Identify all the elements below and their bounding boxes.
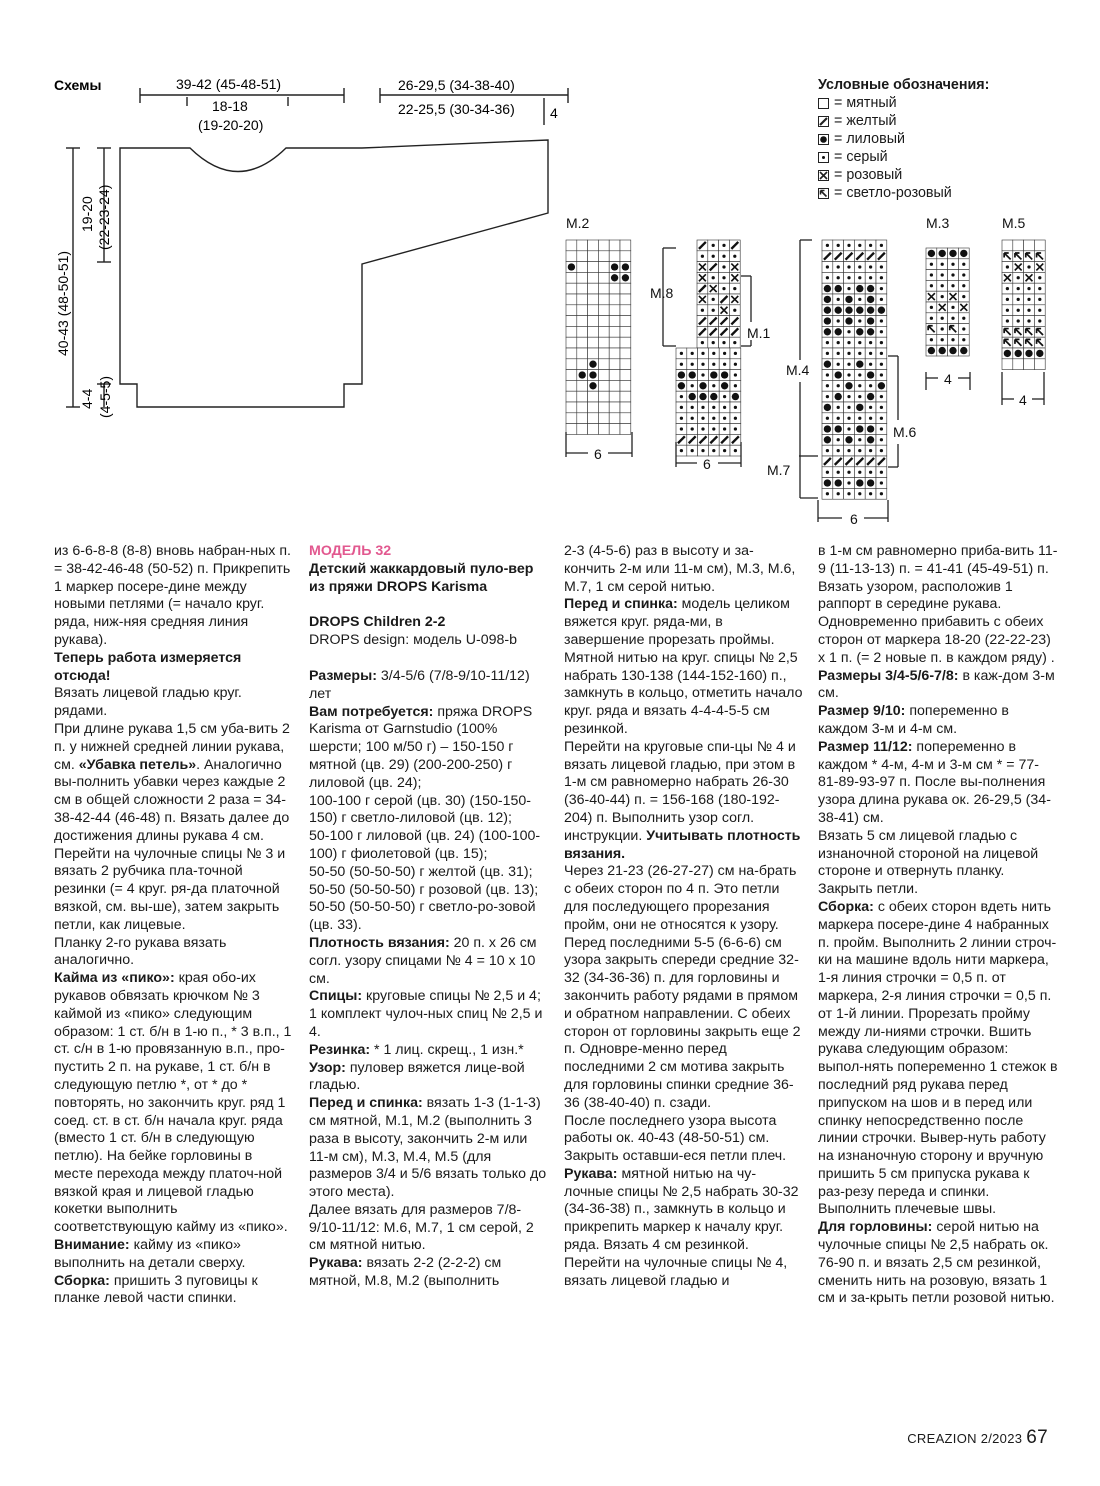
paragraph: После последнего узора высота работы ок. 40-43 (48-50-51) см. Закрыть оставши-еся петли плеч.: [564, 1112, 787, 1165]
legend-item-grey: = серый: [818, 148, 989, 166]
paragraph: Сборка: пришить 3 пуговицы к планке левой части спинки.: [54, 1272, 258, 1307]
paragraph: в 1-м см равномерно приба-вить 11-9 (11-13-13) п. = 41-41 (45-49-51) п. Вязать узором, расположив 1 раппорт в середине рукава.: [818, 543, 1058, 613]
paragraph: 50-50 (50-50-50) г светло-ро-зовой (цв. 33).: [309, 899, 536, 934]
paragraph: из 6-6-8-8 (8-8) вновь набран-ных п. = 38-42-46-48 (50-52) п. Прикрепить 1 маркер посере-дине между новыми петлями (= начало круг. ряда, ниж-няя средняя линия рукава).: [54, 543, 291, 648]
legend-item-lilac: = лиловый: [818, 130, 989, 148]
paragraph: Перейти на круговые спи-цы № 4 и вязать лицевой гладью, при этом в 1-м см равномерно набрать 26-30 (36-40-44) п. = 156-168 (180-192-204) п. Выполнить узор согл. инструкции. Учитывать плотность вязания.: [564, 738, 801, 862]
dim-armhole: 19-20: [79, 196, 95, 232]
paragraph: Внимание: кайму из «пико» выполнить на детали сверху.: [54, 1237, 246, 1271]
chart-m5: [1002, 240, 1045, 370]
chart-label-m2: M.2: [566, 215, 590, 231]
chart-m1-lower: [676, 348, 741, 456]
paragraph: Перед и спинка: модель целиком вяжется круг. ряда-ми, в завершение прорезать проймы. Мятной нитью на круг. спицы № 2,5 набрать 130-138 (144-152-160) п., замкнуть в кольцо, отметить начало круг. ряда и вязать 4-4-4-5-5 см резинкой.: [564, 596, 803, 737]
dim-rib-alt: (4-5-5): [97, 375, 113, 418]
chart-m8-m1-top: [697, 240, 740, 348]
paragraph: Для горловины: серой нитью на чулочные спицы № 2,5 набрать ок. 76-90 п. и вязать 2,5 см резинкой, сменить нить на розовую, вязать 1 см и за-крыть петли розовой нитью.: [818, 1219, 1055, 1307]
paragraph: Перед последними 5-5 (6-6-6) см узора закрыть спереди средние 32-32 (34-36-36) п. для горловины и закончить работу рядами в прямом и обратном направлении. С обеих сторон от горловины закрыть еще 2 п. Одновре-менно перед последними 2 см мотива закрыть для горловины спинки средние 36-36 (38-40-40) п. сзади.: [564, 934, 801, 1111]
paragraph: Резинка: * 1 лиц. скрещ., 1 изн.*: [309, 1041, 524, 1058]
paragraph: Кайма из «пико»: края обо-их рукавов обвязать крючком № 3 каймой из «пико» следующим образом: 1 ст. б/н в 1-ю п., * 3 в.п., 1 ст. с/н в 1-ю провязанную в.п., про-пустить 2 п. на рукаве, 1 ст. б/н в следующую петлю *, от * до * повторять, но закончить круг. ряд 1 соед. ст. в ст. б/н начала круг. ряда (вместо 1 ст. б/н в следующую петлю). На бейке горловины в месте перехода между платоч-ной вязкой края и лицевой гладью кокетки выполнить соответствующую кайму из «пико».: [54, 970, 292, 1236]
paragraph: Далее вязать для размеров 7/8-9/10-11/12: М.6, М.7, 1 см серой, 2 см мятной нитью.: [309, 1201, 534, 1254]
legend-item-yellow: = желтый: [818, 112, 989, 130]
chart-label-m5: M.5: [1002, 215, 1026, 231]
paragraph: Рукава: мятной нитью на чу-лочные спицы № 2,5 набрать 30-32 (34-36-38) п., замкнуть в кольцо и прикрепить маркер к началу круг. ряда. Вязать 4 см резинкой.: [564, 1165, 799, 1254]
chart-label-m3: M.3: [926, 215, 950, 231]
chart-label-m4: M.4: [786, 362, 810, 378]
paragraph: Узор: пуловер вяжется лице-вой гладью.: [309, 1059, 525, 1094]
paragraph: Перейти на чулочные спицы № 4, вязать лицевой гладью и: [564, 1254, 788, 1289]
dim-armhole-alt: (22-23-24): [96, 184, 112, 250]
dim-cuff: 4: [550, 105, 558, 121]
chart-width-m2: 6: [594, 446, 602, 462]
chart-label-m1: M.1: [747, 325, 771, 341]
magazine-name: CREAZION 2/2023: [907, 1431, 1023, 1446]
schematic-title: Схемы: [54, 77, 102, 93]
paragraph: 50-100 г лиловой (цв. 24) (100-100-100) г фиолетовой (цв. 15);: [309, 828, 541, 862]
page-number: 67: [1026, 1427, 1048, 1448]
paragraph: Вязать 5 см лицевой гладью с изнаночной стороной на лицевой стороне и отвернуть планку. Закрыть петли.: [818, 827, 1039, 898]
chart-width-m4: 6: [850, 511, 858, 527]
legend-item-light-pink: = светло-розовый: [818, 184, 989, 202]
paragraph: 100-100 г серой (цв. 30) (150-150-150) г светло-лиловой (цв. 12);: [309, 792, 531, 827]
paragraph: 50-50 (50-50-50) г желтой (цв. 31);: [309, 863, 533, 880]
legend-title: Условные обозначения:: [818, 77, 990, 93]
model-title: Детский жаккардовый пуло-вер из пряжи DROPS Karisma: [309, 560, 534, 595]
legend-item-mint: = мятный: [818, 94, 989, 112]
paragraph: Перед и спинка: вязать 1-3 (1-1-3) см мятной, М.1, М.2 (выполнить 3 раза в высоту, закончить 2-м или 11-м см), М.3, М.4, М.5 (для размеров 3/4 и 5/6 вязать только до этого места).: [309, 1095, 547, 1201]
chart-label-m7: M.7: [767, 462, 791, 478]
paragraph: Вязать лицевой гладью круг. рядами.: [54, 685, 242, 720]
dim-length: 40-43 (48-50-51): [55, 250, 71, 356]
text-column-1: [54, 543, 294, 1308]
paragraph: 50-50 (50-50-50) г розовой (цв. 13);: [309, 881, 539, 898]
dim-sleeve-length: 26-29,5 (34-38-40): [398, 77, 515, 93]
series-name: DROPS Children 2-2: [309, 614, 446, 631]
dim-rib: 4-4: [79, 388, 95, 409]
chart-m2: [566, 240, 631, 434]
paragraph: Плотность вязания: 20 п. х 26 см согл. узору спицами № 4 = 10 х 10 см.: [309, 934, 537, 987]
model-number: МОДЕЛЬ 32: [309, 543, 392, 559]
paragraph: Выполнить плечевые швы.: [818, 1201, 997, 1218]
legend-item-pink: = розовый: [818, 166, 989, 184]
paragraph: Рукава: вязать 2-2 (2-2-2) см мятной, М.8, М.2 (выполнить: [309, 1255, 502, 1290]
knitting-charts: [0, 0, 1100, 540]
chart-label-m8: M.8: [650, 285, 674, 301]
chart-m4: [822, 240, 887, 499]
chart-width-m5: 4: [1019, 392, 1027, 408]
paragraph: Размеры: 3/4-5/6 (7/8-9/10-11/12) лет: [309, 667, 530, 702]
chart-width-m1: 6: [703, 456, 711, 472]
paragraph: Через 21-23 (26-27-27) см на-брать с обеих сторон по 4 п. Это петли для последующего прорезания пройм, они не относятся к узору.: [564, 863, 797, 933]
paragraph: Размеры 3/4-5/6-7/8: в каж-дом 3-м см.: [818, 667, 1055, 702]
paragraph: Размер 9/10: попеременно в каждом 3-м и 4-м см.: [818, 703, 1009, 737]
paragraph: Перейти на чулочные спицы № 3 и вязать 2 рубчика пла-точной резинки (= 4 круг. ря-да платочной вязкой, см. вы-ше), затем закрыть петли, как лицевые.: [54, 845, 286, 933]
paragraph: Теперь работа измеряется отсюда!: [54, 649, 242, 684]
paragraph: Одновременно прибавить с обеих сторон от маркера 18-20 (22-22-23) х 1 п. (= 2 новые п. в каждом ряду) .: [818, 614, 1055, 666]
paragraph: При длине рукава 1,5 см уба-вить 2 п. у нижней средней линии рукава, см. «Убавка петель». Аналогично вы-полнить убавки через каждые 2 см в общей сложности 2 раза = 34-38-42-44 (46-48) п. Вязать далее до достижения длины рукава 4 см.: [54, 720, 290, 844]
design-name: DROPS design: модель U-098-b: [309, 632, 517, 649]
page-footer: [907, 1427, 1048, 1449]
paragraph: Сборка: с обеих сторон вдеть нить маркера посере-дине 4 набранных п. пройм. Выполнить 2 линии строч-ки на машине вдоль нити маркера, 1-я линия строчки = 0,5 п. от маркера, 2-я линия строчки = 0,5 п. от 1-й линии. Прорезать пройму между ли-ниями строчки. Вшить рукава следующим образом: выпол-нять попеременно 1 стежок в последний ряд рукава перед припуском на шов и в перед или спинку непосредственно после линии строчки. Вывер-нуть работу на изнаночную сторону и вручную пришить 5 см припуска рукава к раз-резу переда и спинки.: [818, 898, 1058, 1200]
text-column-3: [564, 543, 804, 1290]
paragraph: 2-3 (4-5-6) раз в высоту и за-кончить 2-м или 11-м см), М.3, М.6, М.7, 1 см серой нитью.: [564, 543, 796, 595]
paragraph: Вам потребуется: пряжа DROPS Karisma от Garnstudio (100% шерсти; 100 м/50 г) – 150-150 г мятной (цв. 29) (200-200-250) г лиловой (цв. 24);: [309, 703, 533, 791]
paragraph: Размер 11/12: попеременно в каждом * 4-м, 4-м и 3-м см * = 77-81-89-93-97 п. После вы-полнения узора длина рукава ок. 26-29,5 (34-38-41) см.: [818, 738, 1051, 826]
dim-neck-width: 18-18: [212, 98, 248, 114]
dim-body-width: 39-42 (45-48-51): [176, 76, 282, 92]
text-column-4: [818, 543, 1058, 1308]
chart-m3: [926, 248, 969, 356]
paragraph: Планку 2-го рукава вязать аналогично.: [54, 934, 227, 969]
chart-width-m3: 4: [944, 371, 952, 387]
text-column-2: [309, 543, 549, 1291]
dim-sleeve-length-alt: 22-25,5 (30-34-36): [398, 101, 515, 117]
dim-neck-width-alt: (19-20-20): [198, 117, 264, 133]
chart-label-m6: M.6: [893, 424, 917, 440]
paragraph: Спицы: круговые спицы № 2,5 и 4; 1 комплект чулоч-ных спиц № 2,5 и 4.: [309, 988, 543, 1040]
